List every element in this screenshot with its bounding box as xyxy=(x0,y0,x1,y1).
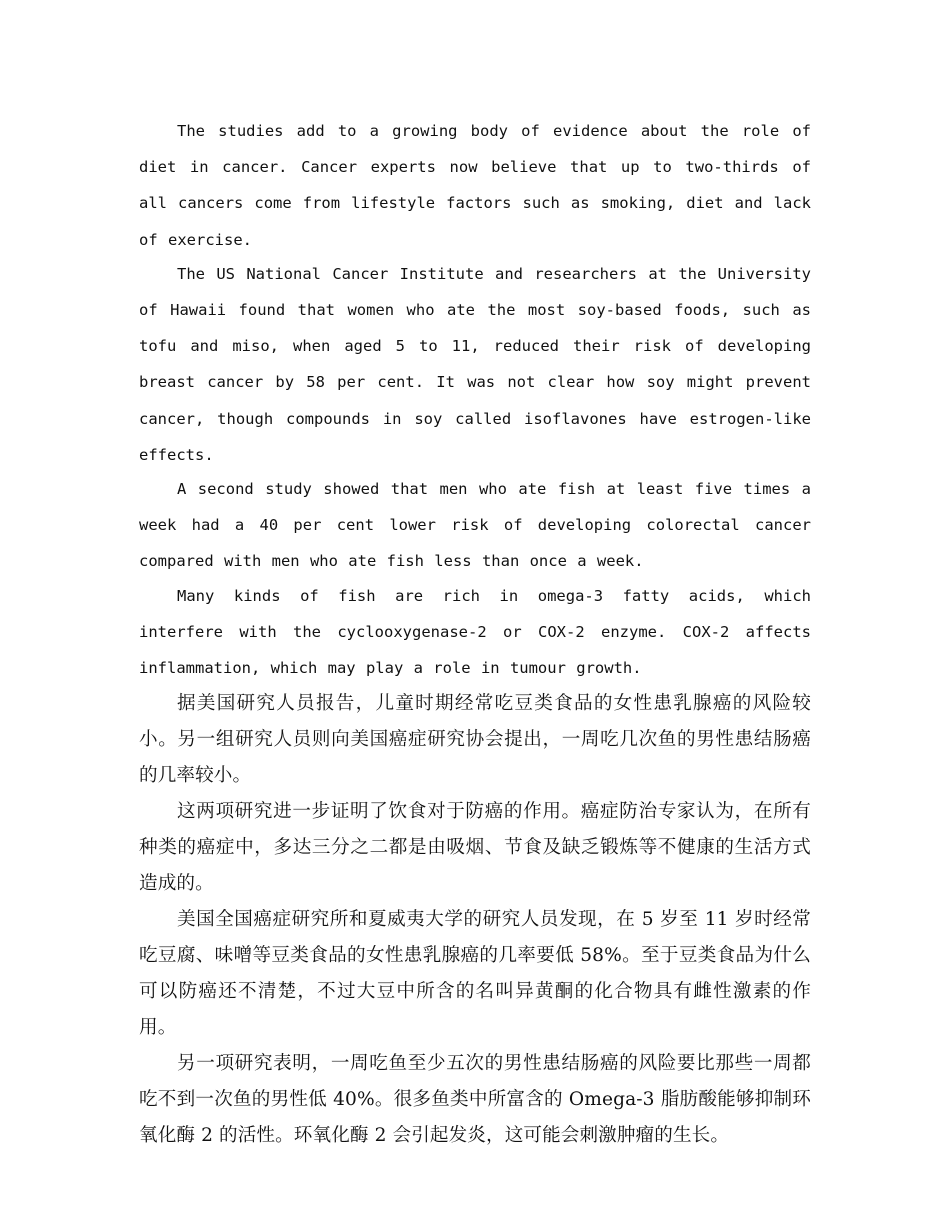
paragraph-zh-fish-study: 另一项研究表明，一周吃鱼至少五次的男性患结肠癌的风险要比那些一周都吃不到一次鱼的男性低 40%。很多鱼类中所富含的 Omega-3 脂肪酸能够抑制环氧化酶 2 的活性。环氧化酶 2 会引起发炎，这可能会刺激肿瘤的生长。 xyxy=(139,1053,811,1147)
paragraph-zh-report: 据美国研究人员报告，儿童时期经常吃豆类食品的女性患乳腺癌的风险较小。另一组研究人员则向美国癌症研究协会提出，一周吃几次鱼的男性患结肠癌的几率较小。 xyxy=(139,693,811,787)
paragraph-en-diet-evidence: The studies add to a growing body of evidence about the role of diet in cancer. Cancer experts now believe that up to two-thirds of all cancers come from lifestyle factors such as smoking, diet and lack of exercise. xyxy=(139,122,811,249)
paragraph-en-omega3: Many kinds of fish are rich in omega-3 fatty acids, which interfere with the cyclooxygenase-2 or COX-2 enzyme. COX-2 affects inflammation, which may play a role in tumour growth. xyxy=(139,586,811,678)
paragraph-en-fish-study: A second study showed that men who ate fish at least five times a week had a 40 per cent lower risk of developing colorectal cancer compared with men who ate fish less than once a week. xyxy=(139,480,811,571)
paragraph-zh-soy-study: 美国全国癌症研究所和夏威夷大学的研究人员发现，在 5 岁至 11 岁时经常吃豆腐、味噌等豆类食品的女性患乳腺癌的几率要低 58%。至于豆类食品为什么可以防癌还不清楚，不过大豆中所含的名叫异黄酮的化合物具有雌性激素的作用。 xyxy=(139,909,811,1039)
paragraph-en-soy-study: The US National Cancer Institute and researchers at the University of Hawaii found that women who ate the most soy-based foods, such as tofu and miso, when aged 5 to 11, reduced their risk of developing breast cancer by 58 per cent. It was not clear how soy might prevent cancer, though compounds in soy called isoflavones have estrogen-like effects. xyxy=(139,264,811,464)
paragraph-zh-diet-evidence: 这两项研究进一步证明了饮食对于防癌的作用。癌症防治专家认为，在所有种类的癌症中，多达三分之二都是由吸烟、节食及缺乏锻炼等不健康的生活方式造成的。 xyxy=(139,801,811,895)
document-body xyxy=(139,113,811,1154)
